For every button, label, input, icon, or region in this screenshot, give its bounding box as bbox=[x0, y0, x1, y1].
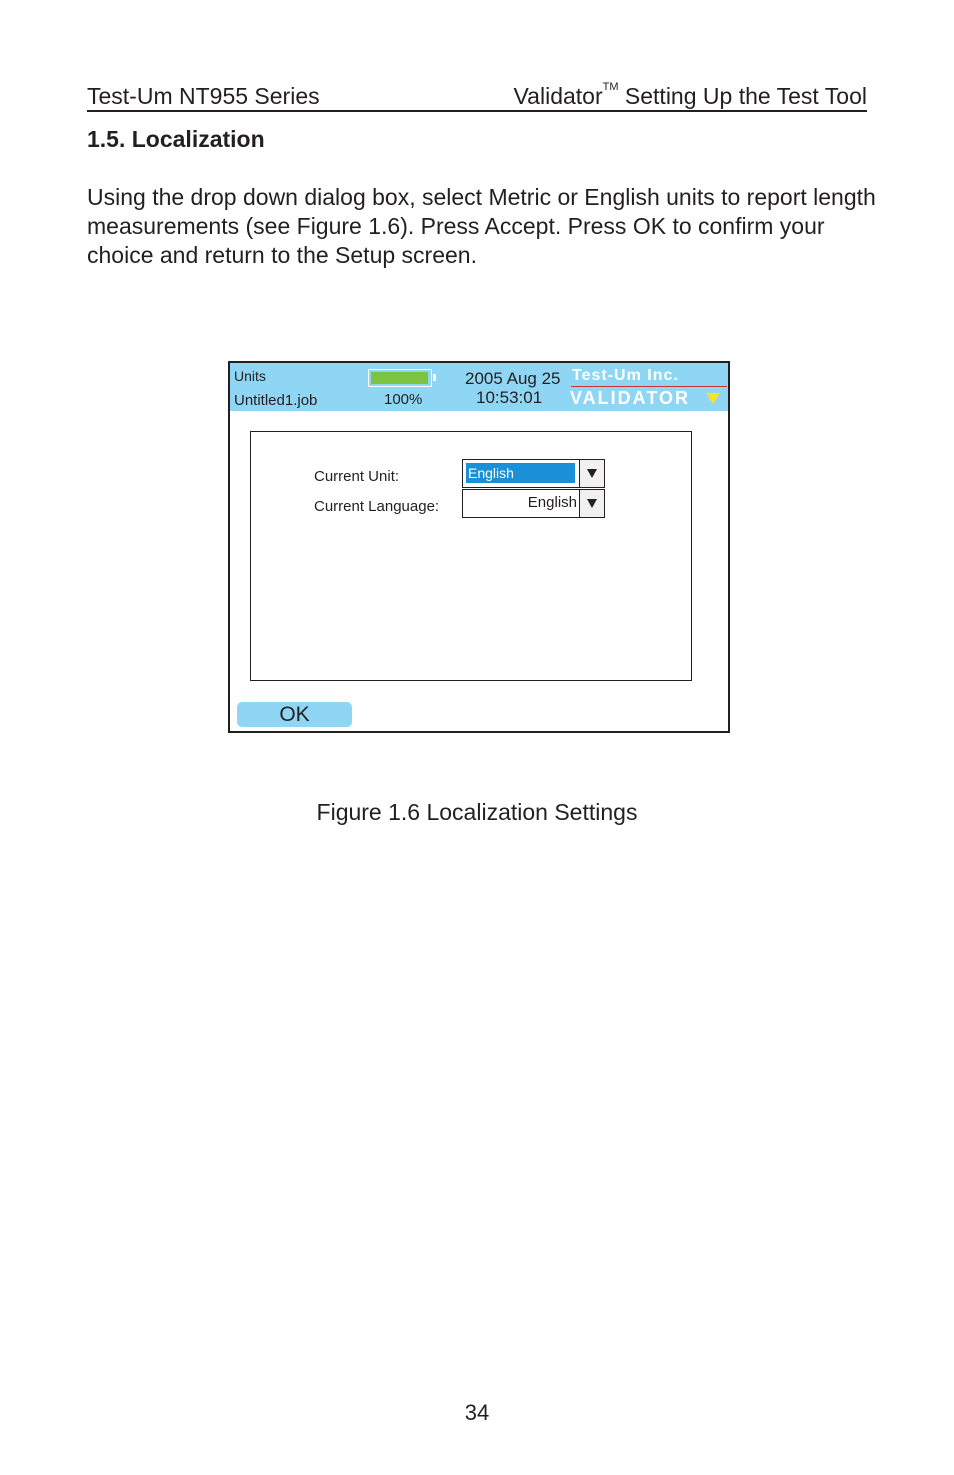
current-language-dropdown[interactable] bbox=[462, 489, 605, 518]
section-title: 1.5. Localization bbox=[87, 126, 265, 152]
current-language-value[interactable]: English bbox=[527, 494, 577, 511]
battery-level-fill bbox=[371, 372, 428, 384]
header-section bbox=[514, 83, 867, 110]
current-unit-value[interactable]: English bbox=[466, 463, 575, 483]
brand-divider bbox=[571, 386, 727, 387]
header-series: Test-Um NT955 Series bbox=[87, 83, 320, 109]
status-bar bbox=[230, 363, 728, 411]
status-date: 2005 Aug 25 bbox=[465, 369, 561, 388]
status-time: 10:53:01 bbox=[476, 388, 543, 407]
current-unit-label: Current Unit: bbox=[314, 468, 400, 485]
brand-product-logo: VALIDATOR bbox=[570, 388, 690, 408]
battery-percent: 100% bbox=[384, 391, 423, 408]
screen-title: Units bbox=[234, 368, 266, 384]
battery-tip bbox=[433, 374, 436, 381]
chevron-down-icon[interactable] bbox=[579, 490, 604, 517]
trademark-mark: TM bbox=[602, 81, 619, 93]
device-screen bbox=[228, 361, 730, 733]
brand-company-logo: Test-Um Inc. bbox=[572, 367, 679, 384]
job-file-name: Untitled1.job bbox=[234, 392, 318, 409]
header-product: Validator bbox=[513, 83, 603, 109]
page-number: 34 bbox=[464, 1400, 490, 1425]
header-section-title: Setting Up the Test Tool bbox=[624, 83, 867, 109]
ok-button[interactable]: OK bbox=[237, 702, 352, 727]
battery-icon bbox=[368, 369, 432, 387]
section-paragraph: Using the drop down dialog box, select Metric or English units to report length measurements (see Figure 1.6). Press Accept. Press OK to confirm your choice and return to the Setup screen. bbox=[87, 184, 876, 268]
current-unit-dropdown[interactable] bbox=[462, 459, 605, 488]
settings-panel bbox=[250, 431, 692, 681]
chevron-down-icon[interactable] bbox=[579, 460, 604, 487]
current-language-label: Current Language: bbox=[314, 498, 440, 515]
menu-arrow-icon[interactable] bbox=[706, 393, 720, 404]
figure-caption: Figure 1.6 Localization Settings bbox=[316, 799, 638, 825]
header-rule bbox=[87, 110, 867, 112]
